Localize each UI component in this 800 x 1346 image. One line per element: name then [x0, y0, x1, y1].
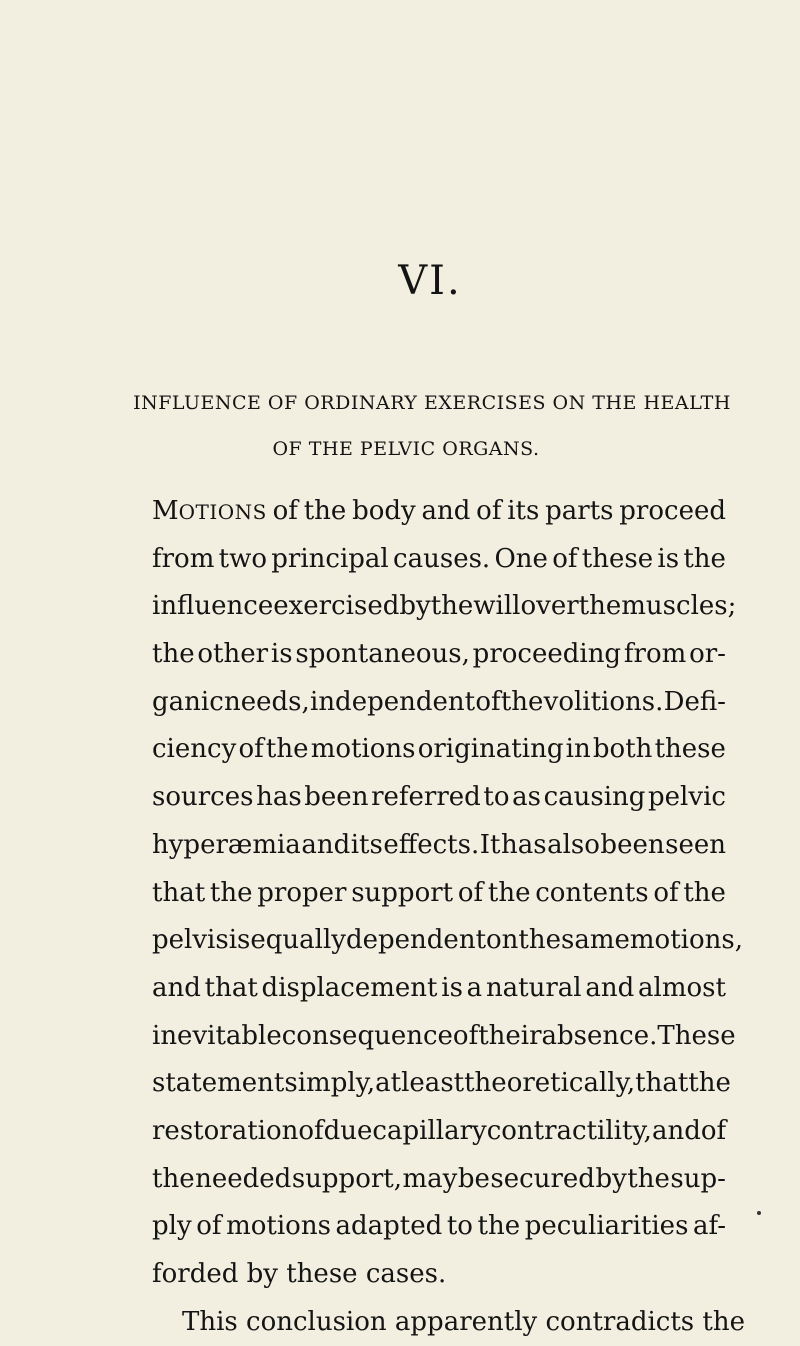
- word: the: [152, 639, 195, 670]
- word: referred: [371, 782, 481, 813]
- word: independent: [310, 686, 476, 717]
- word: sources: [152, 782, 254, 813]
- word: of: [298, 1115, 324, 1146]
- word: theoretically,: [464, 1068, 636, 1099]
- word: due: [323, 1115, 373, 1146]
- word: by: [595, 1163, 627, 1194]
- word: the: [477, 1211, 521, 1242]
- word: contents: [535, 877, 649, 908]
- text-line: [152, 917, 743, 965]
- word: muscles;: [621, 591, 737, 622]
- word: been: [600, 829, 665, 860]
- word: ply: [152, 1211, 192, 1242]
- word: of: [457, 877, 484, 908]
- word: been: [304, 782, 369, 813]
- word: body: [352, 496, 416, 526]
- word: One: [494, 543, 548, 574]
- word: is: [657, 543, 680, 574]
- word: restoration: [152, 1115, 299, 1146]
- word: absence.: [541, 1020, 658, 1051]
- word: over: [520, 591, 579, 622]
- word: the: [487, 877, 531, 908]
- text-line: [152, 822, 726, 870]
- word: the: [303, 496, 347, 526]
- word: their: [478, 1020, 542, 1051]
- word: on: [486, 925, 519, 956]
- word: peculiarities: [524, 1211, 689, 1242]
- word: the: [518, 925, 562, 956]
- text-line: [152, 536, 726, 584]
- word: to: [446, 1211, 473, 1242]
- word: equally: [250, 925, 346, 956]
- word: of: [238, 734, 264, 765]
- word: other: [197, 639, 269, 670]
- word: two: [218, 543, 267, 574]
- word: These: [657, 1020, 736, 1051]
- word: causes.: [393, 543, 491, 574]
- word: the: [688, 1068, 731, 1099]
- text-line: [152, 1108, 726, 1156]
- word: also: [547, 829, 600, 860]
- word: hyperæmia: [152, 829, 301, 860]
- text-line: forded by these cases.: [152, 1259, 447, 1289]
- word: and: [651, 1115, 701, 1146]
- word: will: [473, 591, 521, 622]
- word: be: [457, 1163, 490, 1194]
- word: influence: [152, 591, 274, 622]
- word: these: [654, 734, 726, 765]
- word: Defi-: [663, 686, 726, 717]
- print-speck: [757, 1211, 761, 1215]
- word: dependent: [345, 925, 487, 956]
- chapter-title-line-2: OF THE PELVIC ORGANS.: [272, 438, 540, 460]
- word: motions: [310, 734, 416, 765]
- word: spontaneous,: [295, 639, 470, 670]
- word: contractility,: [486, 1115, 652, 1146]
- word: the: [683, 877, 726, 908]
- word: from: [152, 543, 215, 574]
- word: of: [272, 496, 298, 526]
- word: of: [653, 877, 679, 908]
- word: motions,: [629, 925, 743, 956]
- text-line: [152, 1013, 736, 1061]
- word: statements: [152, 1068, 298, 1099]
- word: It: [479, 829, 501, 860]
- word: least: [401, 1068, 465, 1099]
- word: and: [301, 829, 351, 860]
- text-line: This conclusion apparently contradicts the: [182, 1306, 745, 1337]
- word: that: [152, 877, 206, 908]
- word: displacement: [261, 972, 438, 1003]
- text-line: [152, 1060, 731, 1108]
- text-line: [152, 583, 737, 631]
- word: proceeding: [472, 639, 622, 670]
- word: the: [627, 1163, 670, 1194]
- word: the: [152, 1163, 195, 1194]
- word: sup-: [670, 1163, 726, 1194]
- word: of: [452, 1020, 479, 1051]
- word: and: [585, 972, 635, 1003]
- text-line: [152, 679, 726, 727]
- word: parts: [545, 496, 614, 526]
- word: as: [512, 782, 541, 813]
- word: is: [441, 972, 463, 1003]
- text-line: [152, 726, 726, 774]
- word: to: [483, 782, 510, 813]
- word: pelvic: [648, 782, 726, 813]
- word: the: [500, 686, 544, 717]
- word: natural: [485, 972, 582, 1003]
- word: has: [256, 782, 302, 813]
- chapter-title-line-1: INFLUENCE OF ORDINARY EXERCISES ON THE HEALTH: [133, 392, 731, 414]
- word: secured: [490, 1163, 595, 1194]
- word: pelvis: [152, 925, 229, 956]
- word: inevitable: [152, 1020, 282, 1051]
- word: motions: [226, 1211, 331, 1242]
- word: that: [204, 972, 258, 1003]
- drop-capital: M: [152, 496, 179, 526]
- word: and: [152, 972, 201, 1003]
- word: support: [351, 877, 454, 908]
- body-text: [152, 488, 745, 1346]
- word: these: [581, 543, 654, 574]
- word: originating: [417, 734, 564, 765]
- word: and: [421, 496, 471, 526]
- word: of: [552, 543, 578, 574]
- word: is: [270, 639, 293, 670]
- word: proceed: [619, 496, 726, 526]
- word: af-: [693, 1211, 726, 1242]
- word: same: [561, 925, 630, 956]
- word: capillary: [372, 1115, 487, 1146]
- text-line: [152, 488, 726, 536]
- word: the: [209, 877, 253, 908]
- word: its: [350, 829, 383, 860]
- word: principal: [271, 543, 389, 574]
- text-line: [152, 1203, 726, 1251]
- word: needs,: [224, 686, 310, 717]
- word: from: [623, 639, 687, 670]
- text-line: [152, 774, 726, 822]
- word: the: [265, 734, 309, 765]
- text-line: [152, 1156, 726, 1204]
- word: adapted: [335, 1211, 443, 1242]
- word: ciency: [152, 734, 237, 765]
- word: almost: [638, 972, 726, 1003]
- word: by: [399, 591, 431, 622]
- text-line: [152, 631, 726, 679]
- word: the: [683, 543, 726, 574]
- word: exercised: [273, 591, 400, 622]
- word: seen: [665, 829, 726, 860]
- word: imply,: [297, 1068, 376, 1099]
- word: of: [475, 686, 501, 717]
- word: its: [507, 496, 540, 526]
- word: the: [430, 591, 474, 622]
- word: support,: [291, 1163, 402, 1194]
- small-caps-text: OTIONS: [178, 500, 267, 524]
- word: volitions.: [543, 686, 664, 717]
- word: needed: [195, 1163, 292, 1194]
- word: of: [196, 1211, 222, 1242]
- word: has: [500, 829, 547, 860]
- text-line: [152, 870, 726, 918]
- word: is: [228, 925, 251, 956]
- chapter-number: VI.: [398, 258, 462, 304]
- word: in: [565, 734, 591, 765]
- word: effects.: [383, 829, 480, 860]
- word: ganic: [152, 686, 224, 717]
- opening-word: [152, 488, 267, 536]
- word: consequence: [281, 1020, 453, 1051]
- word: proper: [257, 877, 347, 908]
- text-line: [152, 965, 726, 1013]
- word: the: [578, 591, 622, 622]
- word: of: [476, 496, 502, 526]
- word: causing: [543, 782, 646, 813]
- word: that: [635, 1068, 689, 1099]
- word: or-: [689, 639, 726, 670]
- word: at: [375, 1068, 402, 1099]
- word: of: [700, 1115, 727, 1146]
- word: a: [466, 972, 483, 1003]
- word: may: [402, 1163, 458, 1194]
- word: both: [592, 734, 653, 765]
